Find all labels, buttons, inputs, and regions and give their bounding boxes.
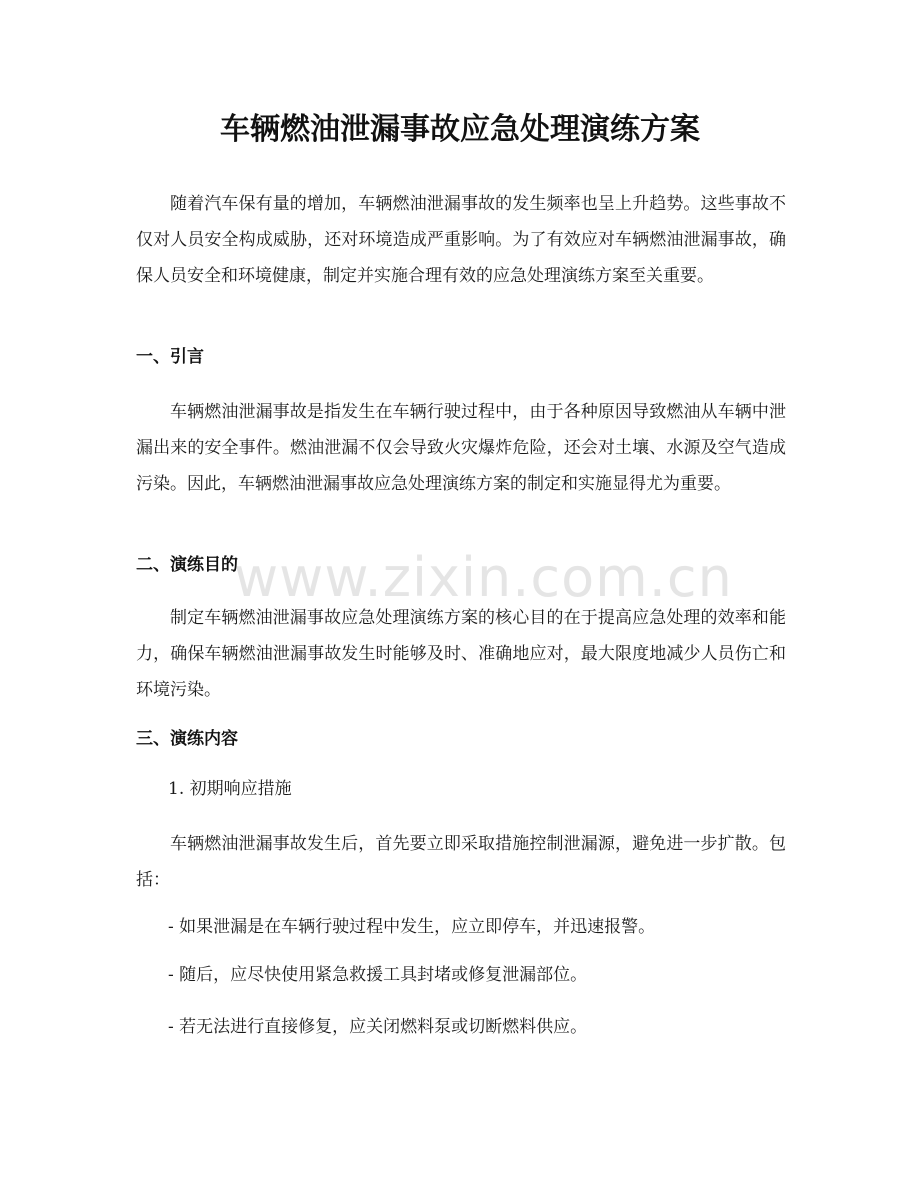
section-body-purpose: 制定车辆燃油泄漏事故应急处理演练方案的核心目的在于提高应急处理的效率和能力，确保车辆燃油泄漏事故发生时能够及时、准确地应对，最大限度地减少人员伤亡和环境污染。 <box>136 608 786 700</box>
bullet-item: - 随后，应尽快使用紧急救援工具封堵或修复泄漏部位。 <box>168 965 588 985</box>
bullet-item: - 如果泄漏是在车辆行驶过程中发生，应立即停车，并迅速报警。 <box>168 917 656 937</box>
section-heading-intro: 一、引言 <box>136 347 204 367</box>
section-body-content: 车辆燃油泄漏事故发生后，首先要立即采取措施控制泄漏源，避免进一步扩散。包括： <box>136 834 786 890</box>
section-heading-content: 三、演练内容 <box>136 729 238 749</box>
subheading-initial-response: 1. 初期响应措施 <box>168 779 292 799</box>
section-heading-purpose: 二、演练目的 <box>136 555 238 575</box>
bullet-item: - 若无法进行直接修复，应关闭燃料泵或切断燃料供应。 <box>168 1017 588 1037</box>
section-body-intro: 车辆燃油泄漏事故是指发生在车辆行驶过程中，由于各种原因导致燃油从车辆中泄漏出来的安全事件。燃油泄漏不仅会导致火灾爆炸危险，还会对土壤、水源及空气造成污染。因此，车辆燃油泄漏事故应急处理演练方案的制定和实施显得尤为重要。 <box>136 402 786 494</box>
intro-paragraph: 随着汽车保有量的增加，车辆燃油泄漏事故的发生频率也呈上升趋势。这些事故不仅对人员安全构成威胁，还对环境造成严重影响。为了有效应对车辆燃油泄漏事故，确保人员安全和环境健康，制定并实施合理有效的应急处理演练方案至关重要。 <box>136 194 786 286</box>
watermark: www.zixin.com.cn <box>234 546 733 609</box>
document-title: 车辆燃油泄漏事故应急处理演练方案 <box>220 112 700 147</box>
